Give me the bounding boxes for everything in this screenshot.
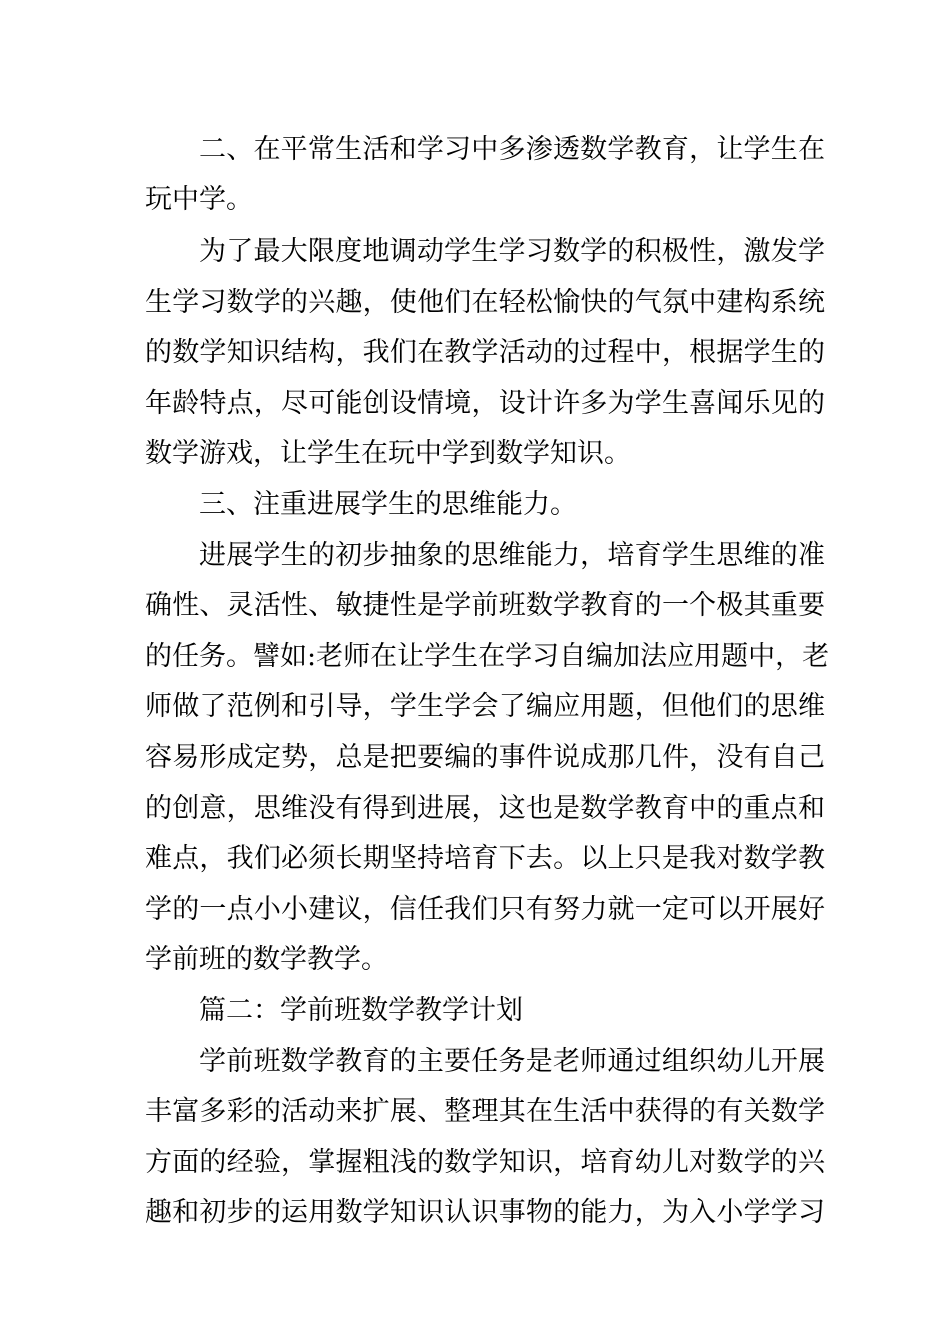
text-line: 容易形成定势，总是把要编的事件说成那几件，没有自己 bbox=[145, 742, 825, 773]
text-line: 趣和初步的运用数学知识认识事物的能力，为入小学学习 bbox=[145, 1197, 825, 1228]
text-line: 的创意，思维没有得到进展，这也是数学教育中的重点和 bbox=[145, 793, 825, 824]
text-line: 学前班数学教育的主要任务是老师通过组织幼儿开展 bbox=[199, 1046, 825, 1077]
text-line: 的数学知识结构，我们在教学活动的过程中，根据学生的 bbox=[145, 337, 825, 368]
text-line: 师做了范例和引导，学生学会了编应用题，但他们的思维 bbox=[145, 691, 825, 722]
text-line: 进展学生的初步抽象的思维能力，培育学生思维的准 bbox=[199, 540, 825, 571]
text-line: 学的一点小小建议，信任我们只有努力就一定可以开展好 bbox=[145, 894, 825, 925]
section-heading: 三、注重进展学生的思维能力。 bbox=[199, 489, 577, 520]
section-heading: 篇二：学前班数学教学计划 bbox=[199, 995, 523, 1026]
text-line: 数学游戏，让学生在玩中学到数学知识。 bbox=[145, 438, 631, 469]
text-line: 的任务。譬如:老师在让学生在学习自编加法应用题中，老 bbox=[145, 641, 830, 672]
text-line: 丰富多彩的活动来扩展、整理其在生活中获得的有关数学 bbox=[145, 1096, 825, 1127]
text-line: 玩中学。 bbox=[145, 184, 253, 215]
text-line: 方面的经验，掌握粗浅的数学知识，培育幼儿对数学的兴 bbox=[145, 1147, 825, 1178]
text-line: 二、在平常生活和学习中多渗透数学教育，让学生在 bbox=[199, 134, 825, 165]
text-line: 确性、灵活性、敏捷性是学前班数学教育的一个极其重要 bbox=[145, 590, 825, 621]
text-line: 学前班的数学教学。 bbox=[145, 944, 388, 975]
text-line: 为了最大限度地调动学生学习数学的积极性，激发学 bbox=[199, 236, 825, 267]
text-line: 生学习数学的兴趣，使他们在轻松愉快的气氛中建构系统 bbox=[145, 287, 825, 318]
text-line: 年龄特点，尽可能创设情境，设计许多为学生喜闻乐见的 bbox=[145, 388, 825, 419]
text-line: 难点，我们必须长期坚持培育下去。以上只是我对数学教 bbox=[145, 843, 825, 874]
